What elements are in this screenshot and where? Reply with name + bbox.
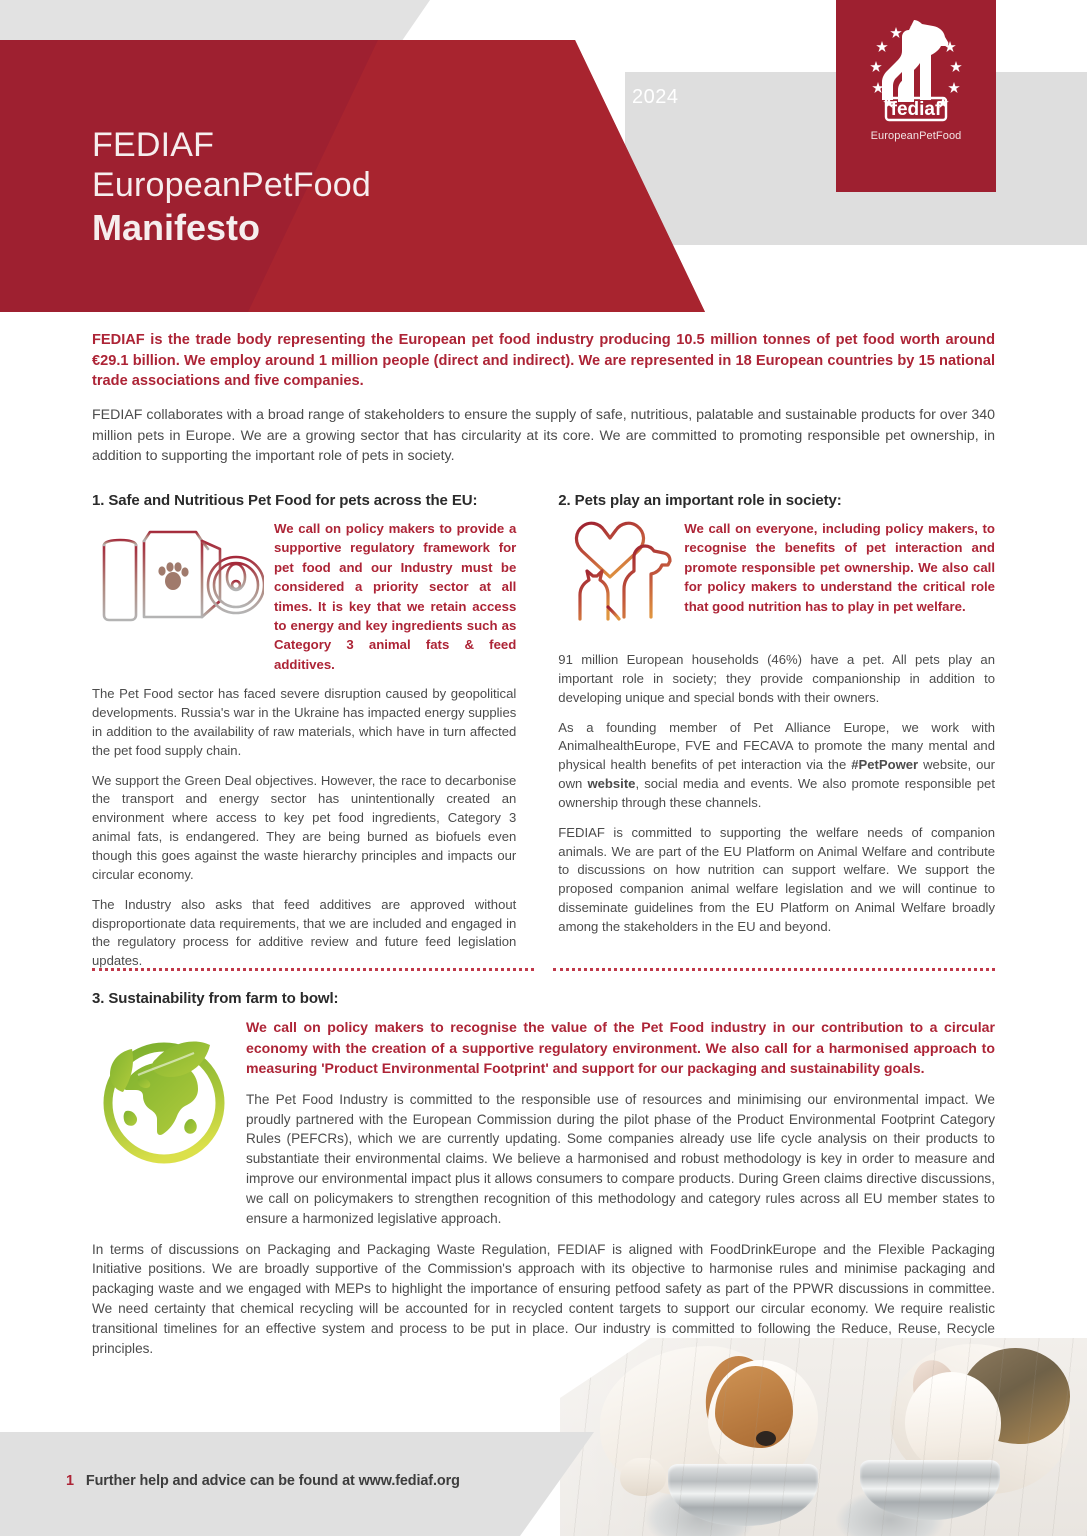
dog-and-cat-eating-photo (560, 1338, 1087, 1536)
fediaf-logo-mark (862, 16, 970, 128)
photo-wooden-floor (560, 1338, 1087, 1536)
section-1-paragraph-2: We support the Green Deal objectives. However, the race to decarbonise the transport and energy sector has unintentionally created an environment where access to key pet food ingredients, Category 3 animal fats, is endangered. They are being burned as biofuels even though this goes against the waste hierarchy principles and impacts our circular economy. (92, 772, 517, 882)
section-3-paragraph-1: The Pet Food Industry is committed to the responsible use of resources and minimising our environmental impact. We proudly partnered with the European Commission during the pilot phase of the Product Environmental Footprint Category Rules (PEFCRs), which we are currently updating. Some companies already use life cycle analysis on their products to substantiate their environmental claims. We believe a harmonised and robust methodology is key in order to measure and improve our environmental impact plus it allows consumers to compare products. During Green claims directive discussions, we call on policymakers to strengthen recognition of this methodology and category rules across all EU member states to ensure a harmonized legislative approach. (246, 1091, 995, 1226)
website-link-text[interactable]: website (587, 776, 636, 792)
s2p2-part1: As a founding member of Pet Alliance Europe, we work with AnimalhealthEurope, FVE and FECAVA to promote the many mental and physical health benefits of pet interaction via the (558, 719, 995, 773)
section-3-callout-row (92, 1017, 995, 1229)
section-1 (92, 492, 516, 971)
petpower-hashtag: #PetPower (851, 757, 919, 773)
title-line-2: EuropeanPetFood (92, 166, 371, 204)
section-3-heading: 3. Sustainability from farm to bowl: (92, 990, 339, 1007)
footer-text-row (66, 1473, 460, 1489)
svg-text:fediaf: fediaf (890, 99, 942, 120)
photo-background (560, 1338, 1087, 1536)
section-2-paragraph-2 (558, 719, 995, 813)
section-divider (92, 968, 995, 971)
pet-food-packaging-icon (92, 519, 264, 642)
header-year: 2024 (632, 86, 679, 108)
logo-subtitle: EuropeanPetFood (870, 130, 962, 142)
page-title (92, 128, 371, 246)
section-2-paragraph-3: FEDIAF is committed to supporting the welfare needs of companion animals. We are part of the EU Platform on Animal Welfare and contribute to discussions on how nutrition can support welfare. We support the proposed companion animal welfare legislation and we will continue to disseminate guidelines from the EU Platform on Animal Welfare broadly among the stakeholders in the EU and beyond. (558, 824, 995, 934)
s2p2-part2: website, our own (558, 757, 996, 792)
section-2 (558, 492, 995, 971)
intro-paragraph: FEDIAF collaborates with a broad range of stakeholders to ensure the supply of safe, nutritious, palatable and sustainable products for over 340 million pets in Europe. We are a growing sector that has circularity at its core. We are committed to promoting responsible pet ownership, in addition to supporting the important role of pets in society. (92, 407, 996, 465)
section-2-callout-row (558, 519, 995, 640)
section-1-paragraph-1: The Pet Food sector has faced severe disruption caused by geopolitical developments. Russia's war in the Ukraine has impacted energy supplies in addition to the availability of raw materials, which have in turn affected the pet food supply chain. (92, 686, 517, 758)
section-3 (92, 990, 995, 1359)
heart-dog-cat-icon (558, 519, 674, 640)
intro-bold-paragraph: FEDIAF is the trade body representing the European pet food industry producing 10.5 million tonnes of pet food worth around €29.1 billion. We employ around 1 million people (direct and indirect). We are represented in 18 European countries by 15 national trade associations and five companies. (92, 332, 995, 390)
section-2-heading: 2. Pets play an important role in society: (558, 492, 842, 509)
section-1-callout: We call on policy makers to provide a supportive regulatory framework for pet food and our Industry must be considered a priority sector at all times. It is key that we retain access to energy and key ingredients such as Category 3 animal fats & feed additives. (274, 521, 517, 672)
footer-label: Further help and advice can be found at www.fediaf.org (85, 1473, 460, 1489)
divider-left (92, 968, 534, 971)
section-2-paragraph-1: 91 million European households (46%) have a pet. All pets play an important role in society; they provide companionship in addition to developing unique and special bonds with their owners. (558, 652, 995, 705)
two-column-sections (92, 492, 995, 971)
divider-right (553, 968, 995, 971)
section-3-paragraph-2: In terms of discussions on Packaging and Packaging Waste Regulation, FEDIAF is aligned with FoodDrinkEurope and the Flexible Packaging Initiative positions. We are broadly supportive of the Commission's approach with its objective to harmonise rules and minimise packaging and packaging waste and we engaged with MEPs to highlight the importance of ensuring petfood safety as part of the PPWR discussions in committee. We need certainty that chemical recycling will be accounted for in recycled content targets to support our circular economy. We require realistic transitional timelines for an effective system and process to be put in place. Our industry is committed to following the Reduce, Reuse, Recycle principles. (92, 1241, 995, 1356)
section-3-callout: We call on policy makers to recognise the value of the Pet Food industry in our contribution to a circular economy with the creation of a supportive regulatory environment. We also call for a harmonised approach to measuring 'Product Environmental Footprint' and support for our packaging and sustainability goals. (246, 1019, 995, 1077)
section-1-heading: 1. Safe and Nutritious Pet Food for pets across the EU: (92, 492, 478, 509)
s2p2-part3: , social media and events. We also promote responsible pet ownership through these channels. (558, 776, 995, 810)
fediaf-logo (836, 0, 996, 192)
title-line-1: FEDIAF (92, 126, 215, 164)
page-number: 1 (66, 1473, 74, 1489)
title-line-3: Manifesto (92, 207, 261, 248)
green-globe-leaf-icon (92, 1019, 232, 1176)
section-1-callout-row (92, 519, 516, 674)
section-1-paragraph-3: The Industry also asks that feed additives are approved without disproportionate data requirements, that we are included and engaged in the regulatory process for additive review and future feed legislation updates. (92, 896, 517, 969)
section-3-text (246, 1017, 995, 1229)
intro-block (92, 330, 995, 467)
section-2-callout: We call on everyone, including policy makers, to recognise the benefits of pet interaction and promote responsible pet ownership. We also call for policy makers to understand the critical role that good nutrition has to play in pet welfare. (684, 521, 995, 614)
